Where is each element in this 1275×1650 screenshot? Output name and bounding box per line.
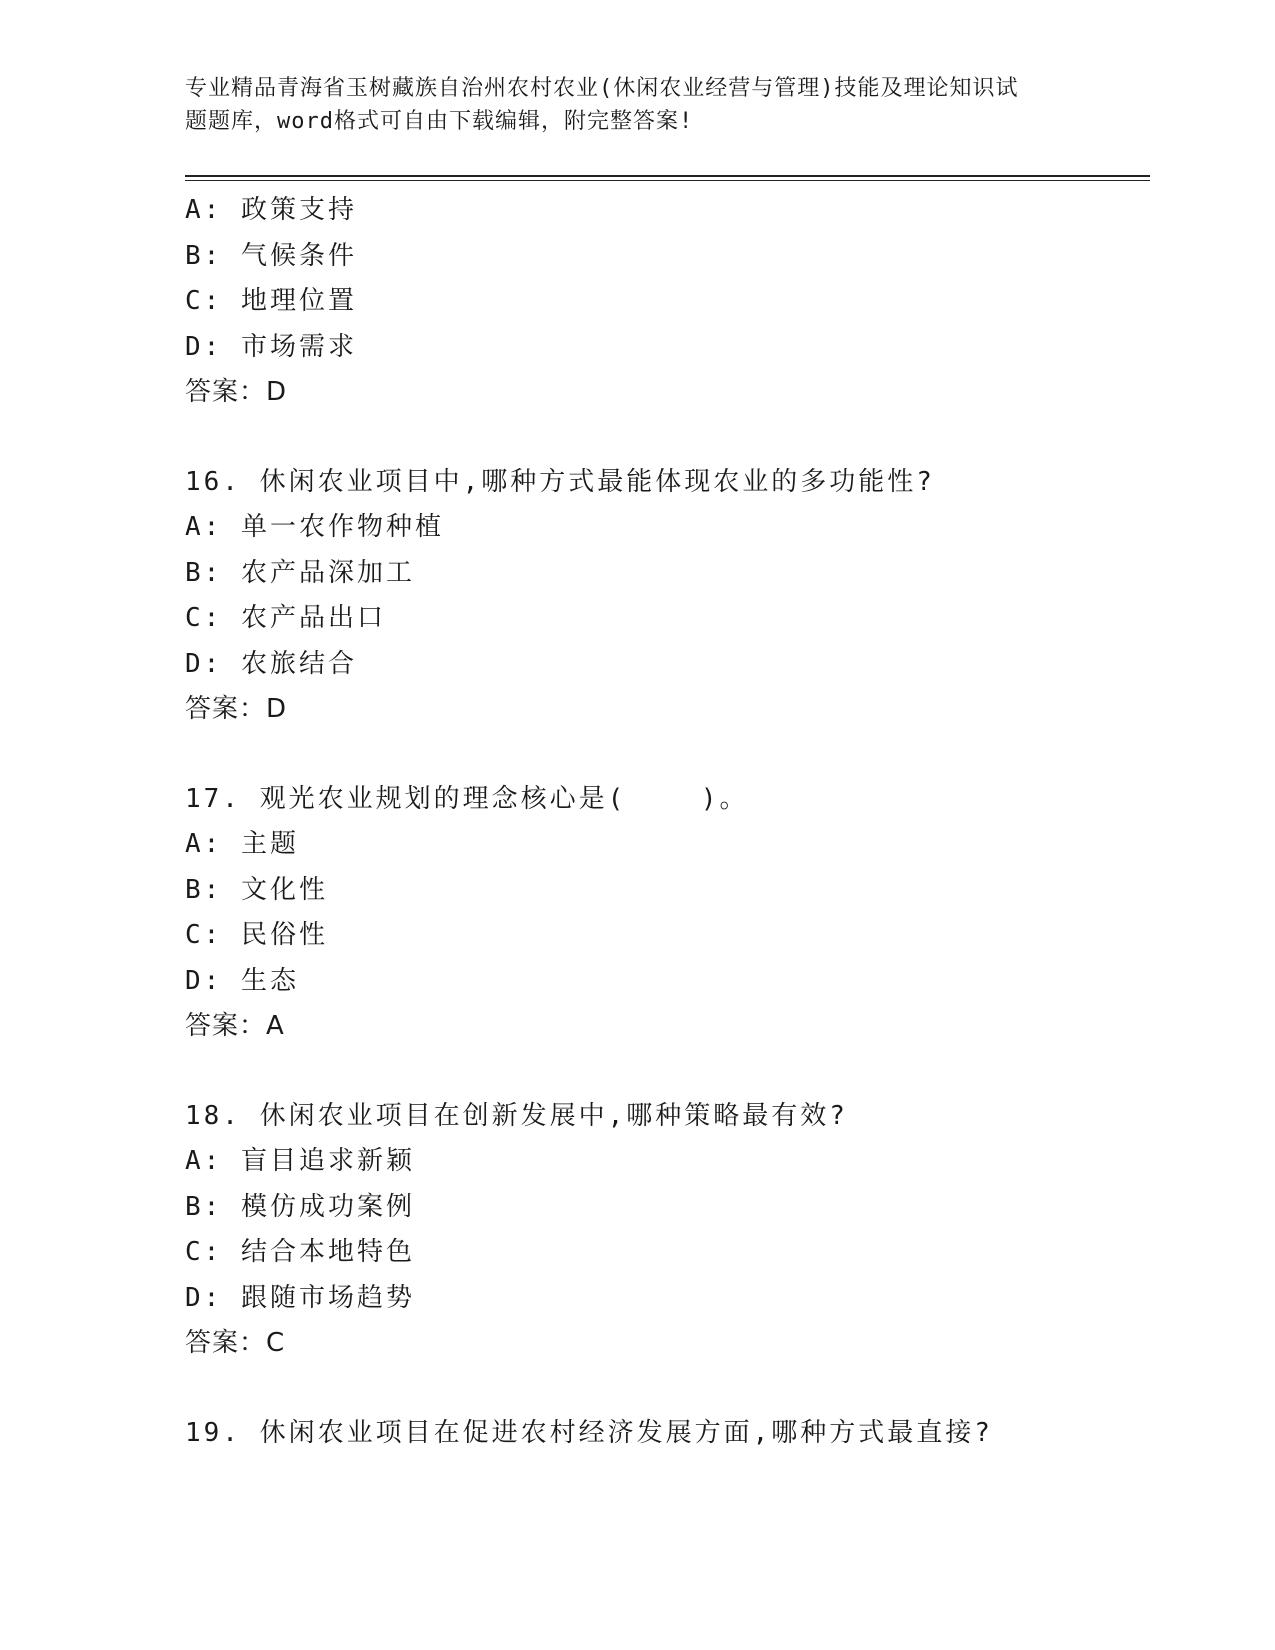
question-stem: 18. 休闲农业项目在创新发展中,哪种策略最有效? bbox=[185, 1100, 848, 1131]
option-b: B: 文化性 bbox=[185, 874, 328, 905]
question-16 bbox=[185, 460, 1145, 733]
option-d: D: 市场需求 bbox=[185, 331, 357, 362]
document-header bbox=[185, 72, 1085, 138]
answer-line: 答案：C bbox=[185, 1328, 286, 1358]
option-c: C: 结合本地特色 bbox=[185, 1237, 415, 1267]
header-title-line-1: 专业精品青海省玉树藏族自治州农村农业(休闲农业经营与管理)技能及理论知识试 bbox=[185, 76, 1019, 101]
spacer bbox=[185, 416, 1145, 460]
answer-line: 答案：D bbox=[185, 377, 288, 407]
header-title-line-2: 题题库，word格式可自由下载编辑，附完整答案! bbox=[185, 109, 694, 134]
question-17 bbox=[185, 777, 1145, 1050]
question-stem: 16. 休闲农业项目中,哪种方式最能体现农业的多功能性? bbox=[185, 466, 935, 497]
option-a: A: 主题 bbox=[185, 829, 299, 859]
question-list bbox=[185, 188, 1145, 1456]
question-stem: 17. 观光农业规划的理念核心是( )。 bbox=[185, 783, 749, 814]
option-d: D: 跟随市场趋势 bbox=[185, 1282, 415, 1313]
spacer bbox=[185, 1050, 1145, 1094]
answer-line: 答案：D bbox=[185, 694, 288, 724]
option-c: C: 农产品出口 bbox=[185, 603, 386, 633]
header-divider-thin bbox=[185, 180, 1150, 181]
option-b: B: 模仿成功案例 bbox=[185, 1191, 415, 1222]
option-c: C: 民俗性 bbox=[185, 920, 328, 950]
question-19 bbox=[185, 1411, 1145, 1457]
option-b: B: 农产品深加工 bbox=[185, 557, 415, 588]
question-15-continued bbox=[185, 188, 1145, 416]
option-d: D: 生态 bbox=[185, 965, 299, 996]
option-a: A: 盲目追求新颖 bbox=[185, 1146, 415, 1176]
question-stem: 19. 休闲农业项目在促进农村经济发展方面,哪种方式最直接? bbox=[185, 1417, 993, 1448]
spacer bbox=[185, 733, 1145, 777]
option-a: A: 单一农作物种植 bbox=[185, 512, 444, 542]
option-c: C: 地理位置 bbox=[185, 286, 357, 316]
option-b: B: 气候条件 bbox=[185, 240, 357, 271]
option-d: D: 农旅结合 bbox=[185, 648, 357, 679]
question-18 bbox=[185, 1094, 1145, 1367]
option-a: A: 政策支持 bbox=[185, 195, 357, 225]
answer-line: 答案：A bbox=[185, 1011, 285, 1041]
spacer bbox=[185, 1367, 1145, 1411]
header-divider-thick bbox=[185, 175, 1150, 177]
